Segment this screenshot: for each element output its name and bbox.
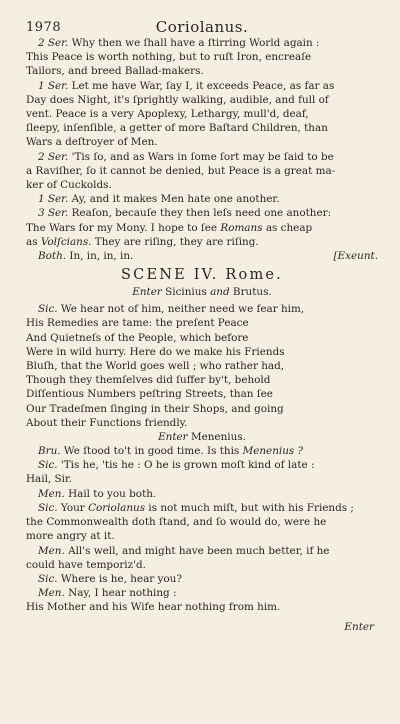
text-line: more angry at it. [26, 530, 115, 543]
speech-text: Ay, and it makes Men hate one another. [68, 193, 280, 206]
italic-word: Volſcians. [40, 235, 92, 248]
enter-word: Enter [158, 431, 188, 444]
text-line [26, 150, 378, 164]
text-line: Wars a deſtroyer of Men. [26, 136, 158, 149]
menenius-dialogue [26, 444, 378, 614]
text-line [26, 235, 378, 249]
text-line [26, 572, 378, 586]
speaker-label: Sic. [38, 459, 58, 472]
verse-line: Were in wild hurry. Here do we make his Friends [26, 345, 285, 358]
character-name: Menenius. [187, 431, 246, 444]
text-line: could have temporiz'd. [26, 558, 146, 571]
enter-word: Enter [132, 286, 162, 299]
text-line [26, 192, 378, 206]
speech-text: All's well, and might have been much better, if he [64, 544, 330, 557]
verse-line: Though they themſelves did ſuffer by't, behold [26, 374, 271, 387]
speaker-label: Bru. [38, 445, 61, 458]
page-number: 1978 [26, 20, 62, 35]
speaker-label: 3 Ser. [38, 207, 69, 220]
text-line [26, 501, 378, 515]
verse-line: His Mother and his Wife hear nothing from him. [26, 601, 281, 614]
text-line: Hail, Sir. [26, 473, 73, 486]
italic-word: Romans [220, 221, 263, 234]
speaker-label: 1 Ser. [38, 193, 69, 206]
text-line [26, 586, 378, 600]
text-line: ker of Cuckolds. [26, 179, 112, 192]
speech-text: as cheap [262, 221, 313, 234]
text-line [26, 302, 378, 316]
servants-dialogue [26, 36, 378, 263]
verse-line: Bluſh, that the World goes well ; who rather had, [26, 360, 285, 373]
stage-direction [26, 430, 378, 444]
text-line: ſleepy, inſenſible, a getter of more Baſtard Children, than [26, 122, 328, 135]
text-line [26, 206, 378, 220]
speech-text: as [26, 235, 41, 248]
italic-word: Menenius ? [242, 445, 304, 458]
and-word: and [210, 286, 230, 299]
text-line [26, 544, 378, 558]
text-line [26, 487, 378, 501]
speech-text: Where is he, hear you? [57, 572, 182, 585]
text-line: the Commonwealth doth ſtand, and ſo would do, were he [26, 516, 327, 529]
text-line: a Raviſher, ſo it cannot be denied, but Peace is a great ma- [26, 164, 336, 177]
speech-text: Let me have War, ſay I, it exceeds Peace, as far as [68, 79, 335, 92]
character-name: Sicinius [161, 286, 211, 299]
speech-text: Why then we ſhall have a ſtirring World again : [68, 37, 320, 49]
text-line: Tailors, and breed Ballad-makers. [26, 65, 204, 78]
speech-text: We ſtood to't in good time. Is this [60, 445, 243, 458]
catchword: Enter [344, 620, 374, 633]
speech-text: They are riſing, they are riſing. [91, 235, 259, 248]
verse-line: Diſſentious Numbers peſtring Streets, than ſee [26, 388, 273, 401]
speech-text: The Wars for my Mony. I hope to ſee [26, 221, 221, 234]
sicinius-speech [26, 302, 378, 444]
speaker-label: Men. [38, 587, 65, 600]
text-line [26, 444, 378, 458]
running-title: Coriolanus. [155, 18, 249, 36]
speech-text: Reaſon, becauſe they then leſs need one another: [68, 207, 332, 220]
speech-text: We hear not of him, neither need we fear him, [57, 303, 305, 316]
text-line: Day does Night, it's ſprightly walking, audible, and full of [26, 93, 329, 106]
page-header [26, 14, 378, 36]
text-line: vent. Peace is a very Apoplexy, Lethargy, mull'd, deaf, [26, 108, 309, 121]
speaker-label: 2 Ser. [38, 37, 69, 49]
verse-line: His Remedies are tame: the preſent Peace [26, 317, 249, 330]
speaker-label: Men. [38, 487, 65, 500]
text-line [26, 458, 378, 472]
text-line [26, 36, 378, 50]
stage-direction [26, 285, 378, 299]
verse-line: About their Functions friendly. [26, 416, 188, 429]
speaker-label: Men. [38, 544, 65, 557]
speaker-label: Sic. [38, 501, 58, 514]
character-name: Brutus. [229, 286, 272, 299]
speech-text: 'Tis he, 'tis he : O he is grown moſt kind of late : [57, 459, 315, 472]
speech-text: is not much miſt, but with his Friends ; [145, 501, 354, 514]
speech-text: Nay, I hear nothing : [64, 587, 177, 600]
text-line [26, 79, 378, 93]
text-line: This Peace is worth nothing, but to ruſt Iron, encreaſe [26, 51, 312, 64]
scene-heading: SCENE IV. Rome. [121, 267, 283, 284]
speaker-label: 1 Ser. [38, 79, 69, 92]
verse-line: And Quietneſs of the People, which before [26, 331, 249, 344]
speech-text: Hail to you both. [64, 487, 157, 500]
exeunt-direction: [Exeunt. [333, 250, 378, 263]
speaker-label: 2 Ser. [38, 150, 69, 163]
speaker-label: Sic. [38, 572, 58, 585]
speech-text: 'Tis ſo, and as Wars in ſome ſort may be ſaid to be [68, 150, 334, 163]
text-line [26, 249, 378, 263]
speaker-label: Sic. [38, 303, 58, 316]
text-line [26, 221, 378, 235]
speech-text: Your [57, 501, 89, 514]
verse-line: Our Tradeſmen ſinging in their Shops, and going [26, 402, 284, 415]
italic-word: Coriolanus [88, 501, 146, 514]
speaker-label: Both. [38, 250, 67, 263]
speech-text: In, in, in, in. [66, 250, 134, 263]
